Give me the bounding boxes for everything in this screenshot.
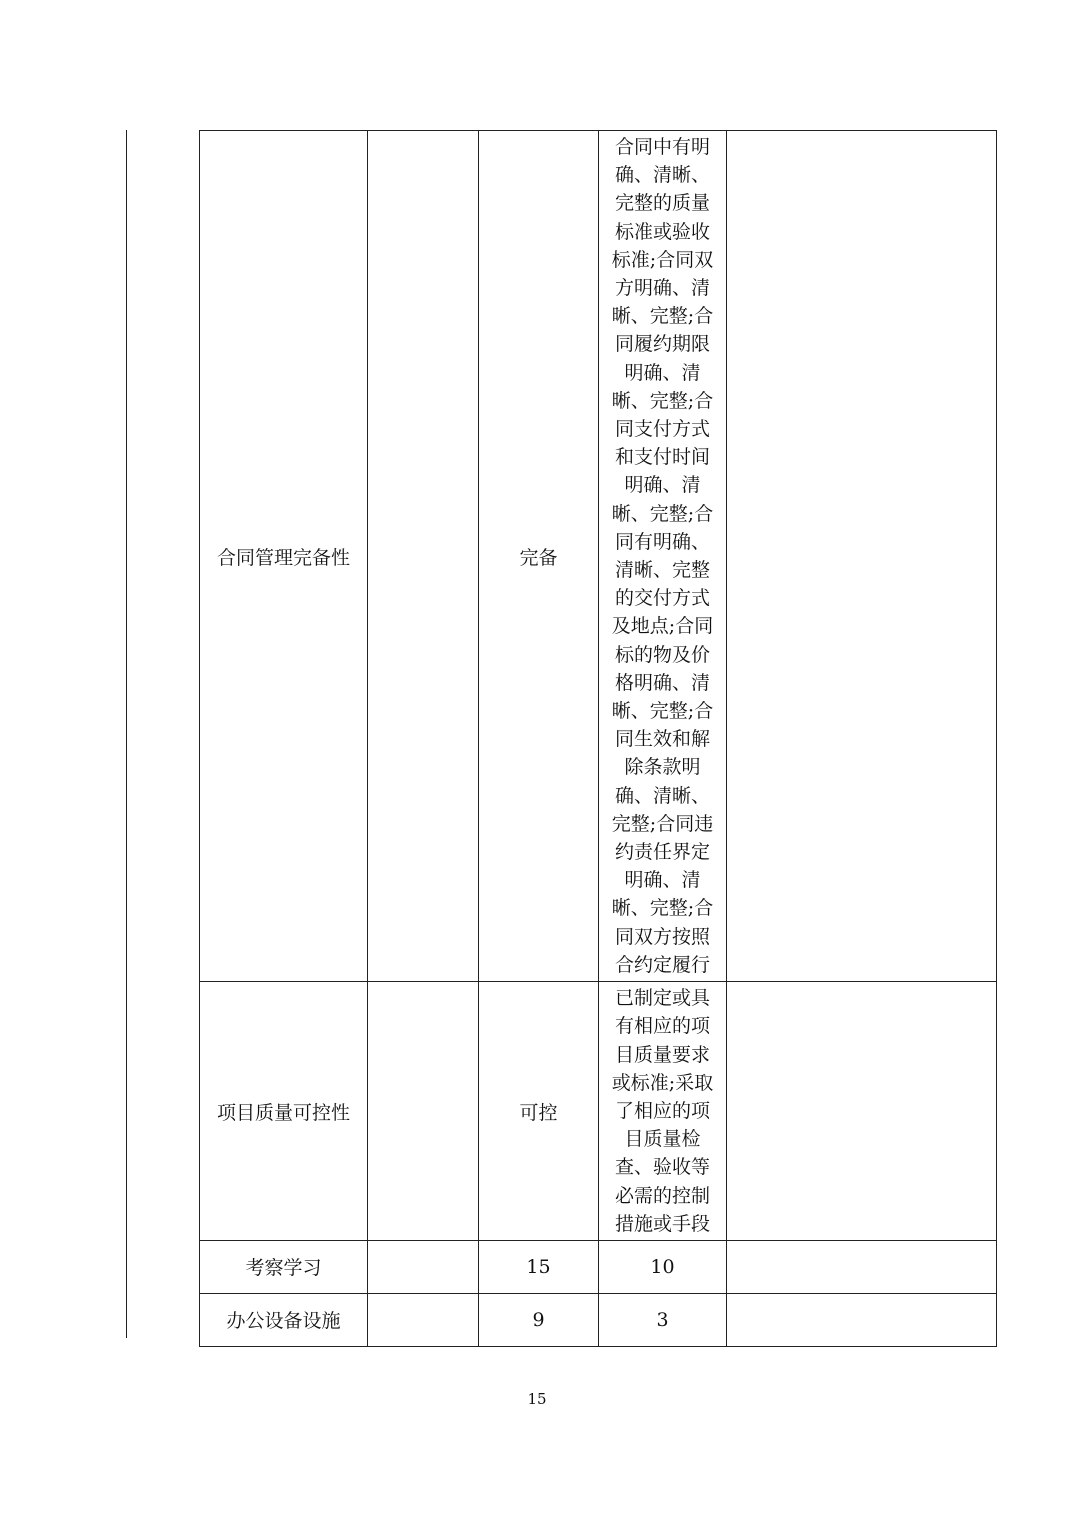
weight-cell [368, 1293, 479, 1346]
standard-line: 目质量检 [624, 1128, 701, 1151]
standard-line: 和支付时间 [614, 446, 710, 469]
standard-line: 标准;合同双 [611, 248, 714, 271]
weight-cell [368, 1240, 479, 1293]
standard-line: 确、清晰、 [614, 784, 710, 807]
standard-line: 有相应的项 [614, 1015, 710, 1038]
indicator-table [199, 130, 997, 1347]
table-row [200, 131, 997, 982]
standard-line: 措施或手段 [614, 1212, 710, 1235]
standard-line: 查、验收等 [614, 1156, 710, 1179]
standard-line: 及地点;合同 [611, 615, 714, 638]
standard-line: 或标准;采取 [611, 1071, 714, 1094]
target-cell: 15 [479, 1240, 599, 1293]
standard-line: 格明确、清 [614, 671, 710, 694]
standard-line: 清晰、完整 [614, 559, 710, 582]
standard-line: 同支付方式 [614, 418, 710, 441]
standard-line: 明确、清 [624, 474, 701, 497]
standard-line: 确、清晰、 [614, 164, 710, 187]
indicator-cell: 办公设备设施 [200, 1293, 368, 1346]
standard-line: 完整;合同违 [611, 812, 714, 835]
standard-line: 10 [650, 1255, 675, 1278]
standard-line: 方明确、清 [614, 277, 710, 300]
table-row [200, 982, 997, 1241]
remark-cell [727, 1240, 997, 1293]
table-row [200, 1240, 997, 1293]
standard-line: 晰、完整;合 [611, 305, 714, 328]
weight-cell [368, 982, 479, 1241]
standard-cell [599, 1240, 727, 1293]
standard-line: 3 [656, 1308, 669, 1331]
indicator-cell: 项目质量可控性 [200, 982, 368, 1241]
remark-cell [727, 1293, 997, 1346]
remark-cell [727, 982, 997, 1241]
standard-cell [599, 1293, 727, 1346]
standard-line: 约责任界定 [614, 841, 710, 864]
standard-line: 明确、清 [624, 869, 701, 892]
page-number: 15 [527, 1390, 547, 1408]
standard-line: 同履约期限 [614, 333, 710, 356]
standard-line: 晰、完整;合 [611, 502, 714, 525]
standard-line: 必需的控制 [614, 1184, 710, 1207]
standard-line: 晰、完整;合 [611, 389, 714, 412]
indicator-cell: 考察学习 [200, 1240, 368, 1293]
target-cell: 完备 [479, 131, 599, 982]
table-row [200, 1293, 997, 1346]
target-cell: 9 [479, 1293, 599, 1346]
standard-lines [599, 1304, 726, 1336]
standard-line: 目质量要求 [614, 1043, 710, 1066]
standard-lines [599, 1251, 726, 1283]
standard-line: 合同中有明 [614, 136, 710, 158]
standard-line: 完整的质量 [614, 192, 710, 215]
standard-line: 了相应的项 [614, 1099, 710, 1122]
remark-cell [727, 131, 997, 982]
left-margin-rule [126, 130, 127, 1338]
target-cell: 可控 [479, 982, 599, 1241]
standard-cell [599, 982, 727, 1241]
standard-lines [599, 131, 726, 981]
standard-line: 合约定履行 [614, 953, 710, 976]
standard-line: 同生效和解 [614, 728, 710, 751]
standard-line: 同双方按照 [614, 925, 710, 948]
standard-lines [599, 982, 726, 1240]
standard-line: 的交付方式 [614, 587, 710, 610]
standard-line: 晰、完整;合 [611, 700, 714, 723]
standard-line: 同有明确、 [614, 530, 710, 553]
standard-line: 明确、清 [624, 361, 701, 384]
standard-line: 除条款明 [624, 756, 701, 779]
standard-line: 晰、完整;合 [611, 897, 714, 920]
standard-line: 已制定或具 [614, 987, 710, 1010]
indicator-cell: 合同管理完备性 [200, 131, 368, 982]
standard-cell [599, 131, 727, 982]
weight-cell [368, 131, 479, 982]
standard-line: 标准或验收 [614, 220, 710, 243]
standard-line: 标的物及价 [614, 643, 710, 666]
